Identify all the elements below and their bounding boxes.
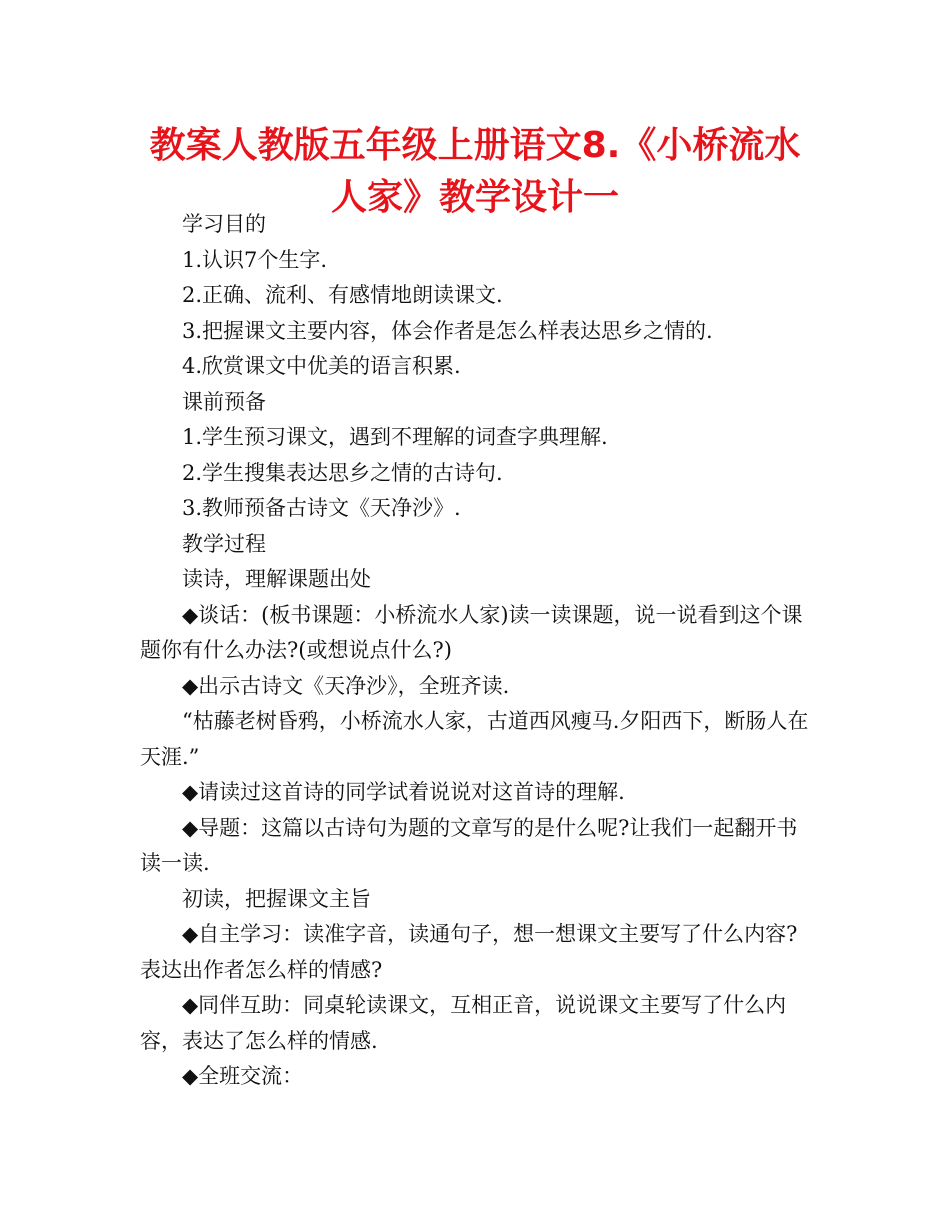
document-body (140, 207, 812, 1095)
paragraph: ◆谈话：(板书课题：小桥流水人家)读一读课题，说一说看到这个课题你有什么办法?(或想说点什么?) (140, 602, 803, 662)
paragraph: 2.学生搜集表达思乡之情的古诗句. (182, 460, 503, 485)
paragraph: 4.欣赏课文中优美的语言积累. (182, 354, 461, 378)
paragraph: ◆全班交流： (182, 1064, 304, 1088)
paragraph: “枯藤老树昏鸦，小桥流水人家，古道西风瘦马.夕阳西下，断肠人在天涯.” (140, 709, 809, 769)
paragraph: ◆出示古诗文《天净沙》，全班齐读. (182, 673, 510, 698)
paragraph: 2.正确、流利、有感情地朗读课文. (182, 283, 503, 307)
paragraph: 1.认识7个生字. (182, 247, 328, 272)
paragraph: 课前预备 (182, 389, 266, 414)
paragraph: ◆导题：这篇以古诗句为题的文章写的是什么呢?让我们一起翻开书读一读. (140, 815, 798, 875)
document-title: 教案人教版五年级上册语文8.《小桥流水人家》教学设计一 (149, 125, 801, 218)
paragraph: 3.教师预备古诗文《天净沙》. (182, 496, 461, 520)
paragraph: ◆同伴互助：同桌轮读课文，互相正音，说说课文主要写了什么内容，表达了怎么样的情感. (140, 993, 787, 1053)
paragraph: 学习目的 (182, 212, 266, 236)
paragraph: 1.学生预习课文，遇到不理解的词查字典理解. (182, 425, 608, 449)
paragraph: ◆请读过这首诗的同学试着说说对这首诗的理解. (182, 780, 625, 804)
paragraph: 教学过程 (182, 531, 266, 556)
paragraph: ◆自主学习：读准字音，读通句子，想一想课文主要写了什么内容?表达出作者怎么样的情感? (140, 922, 798, 982)
paragraph: 3.把握课文主要内容，体会作者是怎么样表达思乡之情的. (182, 318, 713, 343)
paragraph: 初读，把握课文主旨 (182, 886, 371, 911)
paragraph: 读诗，理解课题出处 (182, 567, 371, 591)
